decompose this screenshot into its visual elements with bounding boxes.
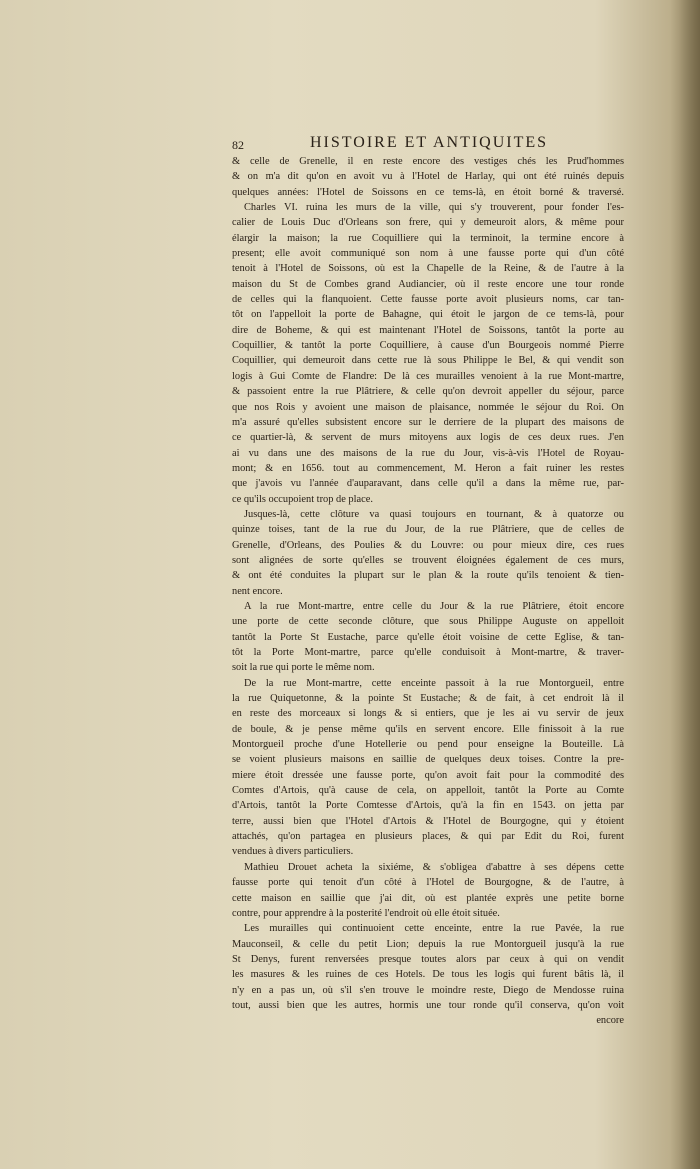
- text-line: dire de Boheme, & qui est maintenant l'Hotel de Soissons, tantôt la porte au: [232, 324, 624, 336]
- text-line: Montorgueil proche d'une Hotellerie ou pend pour enseigne la Bouteille. Là: [232, 739, 624, 751]
- text-line: & ont été conduites la plupart sur le plan & la route qu'ils tenoient & tien-: [232, 570, 624, 582]
- text-line: & celle de Grenelle, il en reste encore des vestiges chés les Prud'hommes: [232, 156, 624, 167]
- text-line: Charles VI. ruina les murs de la ville, qui s'y trouverent, pour fonder l'es-: [244, 202, 624, 214]
- text-line: calier de Louis Duc d'Orleans son frere, qui y demeuroit alors, & même pour: [232, 217, 624, 229]
- text-line: contre, pour apprendre à la posterité l'endroit où elle étoit située.: [232, 907, 500, 919]
- text-line: tôt on l'appelloit la porte de Bahagne, qui étoit le jargon de ce tems-là, pour: [232, 309, 624, 321]
- text-line: se voient plusieurs maisons en saillie de quelques deux toises. Contre la pre-: [232, 754, 624, 766]
- text-line: Les murailles qui continuoient cette enceinte, entre la rue Pavée, la rue: [244, 923, 624, 935]
- text-line: tôt la Porte Mont-martre, parce qu'elle conduisoit à Mont-martre, & traver-: [232, 647, 624, 658]
- text-line: & passoient entre la rue Plâtriere, & celle qu'on devroit appeller du séjour, parce: [232, 386, 624, 398]
- text-line: que j'avois vu l'année d'auparavant, dans celle qu'il a dans la même rue, par-: [232, 478, 624, 490]
- text-line: d'Artois, tantôt la Porte Comtesse d'Artois, qu'à la fin en 1543. on jetta par: [232, 800, 624, 812]
- text-line: miere étoit dressée une fausse porte, qu'on avoit fait pour la commodité des: [232, 769, 624, 781]
- text-line: St Denys, furent renversées presque toutes alors par ceux à qui on vendit: [232, 953, 624, 965]
- text-line: sont alignées de sorte qu'elles se trouvent éloignées également de ces murs,: [232, 554, 624, 566]
- text-line: Grenelle, d'Orleans, des Poulies & du Louvre: ou pour mieux dire, ces rues: [232, 539, 624, 551]
- text-line: une porte de cette seconde clôture, que sous Philippe Auguste on appelloit: [232, 616, 624, 628]
- text-line: les masures & les ruines de ces Hotels. De tous les logis qui furent bâtis là, il: [232, 969, 624, 981]
- text-line: attachés, qu'on partagea en plusieurs places, & qui par Edit du Roi, furent: [232, 831, 624, 843]
- text-line: ce qu'ils occupoient trop de place.: [232, 493, 373, 505]
- text-line: Jusques-là, cette clôture va quasi toujours en tournant, & à quatorze ou: [244, 508, 624, 520]
- running-title: HISTOIRE ET ANTIQUITES: [310, 134, 549, 151]
- text-line: Coquillier, & tantôt la porte Coquilliere, à cause d'un Bourgeois nommé Pierre: [232, 340, 624, 352]
- text-line: vendues à divers particuliers.: [232, 846, 354, 858]
- text-line: de celles qui la flanquoient. Cette fausse porte avoit plusieurs noms, car tan-: [232, 294, 624, 306]
- text-line: de boule, & je pense même qu'ils en servent encore. Elle finissoit à la rue: [232, 723, 624, 735]
- text-line: terre, aussi bien que l'Hotel d'Artois & l'Hotel de Bourgogne, qui y étoient: [232, 815, 624, 827]
- text-line: quelques années: l'Hotel de Soissons en ce tems-là, en étoit borné & traversé.: [232, 186, 624, 198]
- text-line: n'y en a pas un, où s'il s'en trouve le moindre reste, Diego de Mendosse ruina: [232, 984, 624, 996]
- text-line: present; elle avoit communiqué son nom à une fausse porte qui d'un côté: [232, 248, 624, 260]
- text-line: fausse porte qui tenoit d'un côté à l'Hotel de Bourgogne, & de l'autre, à: [232, 877, 624, 889]
- text-line: A la rue Mont-martre, entre celle du Jour & la rue Plâtriere, étoit encore: [244, 600, 624, 612]
- text-line: & on m'a dit qu'on en avoit vu à l'Hotel de Harlay, qui ont été ruinés depuis: [232, 171, 624, 183]
- text-line: Comtes d'Artois, qu'à cause de cela, on appelloit, tantôt la Porte au Comte: [232, 785, 624, 797]
- page-header: [232, 134, 632, 156]
- page-gutter-shadow: [670, 0, 700, 1169]
- text-line: ai vu dans une des maisons de la rue du Jour, vis-à-vis l'Hotel de Royau-: [232, 447, 624, 459]
- text-line: Coquillier, qui demeuroit dans cette rue là sous Philippe le Bel, & qui vendit son: [232, 355, 624, 367]
- text-line: tantôt la Porte St Eustache, parce qu'elle étoit voisine de cette Eglise, & tan-: [232, 631, 624, 643]
- text-line: encore: [596, 1015, 624, 1027]
- text-line: en reste des morceaux si longs & si entiers, que je les ai vu servir de jeux: [232, 708, 624, 720]
- body-text: [232, 154, 624, 1029]
- text-line: que nos Rois y avoient une maison de plaisance, nommée le séjour du Roi. On: [232, 401, 624, 413]
- text-line: m'a assuré qu'elles subsistent encore sur le derriere de la plupart des maisons de: [232, 416, 624, 428]
- text-line: De la rue Mont-martre, cette enceinte passoit à la rue Montorgueil, entre: [244, 677, 624, 689]
- text-line: cette maison en saillie que j'ai dit, où est plantée exprès une petite borne: [232, 892, 624, 904]
- text-line: logis à Gui Comte de Flandre: De là ces murailles venoient à la rue Mont-martre,: [232, 370, 624, 382]
- text-line: quinze toises, tant de la rue du Jour, de la rue Plâtriere, que de celles de: [232, 524, 624, 536]
- text-line: mont; & en 1656. tout au commencement, M. Heron a fait ruiner les restes: [232, 462, 624, 474]
- text-line: maison du St de Combes grand Audiancier, où il reste encore une tour ronde: [232, 278, 624, 290]
- text-line: tout, aussi bien que les autres, hormis une tour ronde qu'il conserva, qu'on voit: [232, 999, 624, 1011]
- text-line: ce quartier-là, & servent de murs mitoyens aux logis de ces deux rues. J'en: [232, 432, 624, 444]
- text-line: soit la rue qui porte le même nom.: [232, 662, 375, 674]
- text-line: la rue Quiquetonne, & la pointe St Eustache; & de fait, à cet endroit là il: [232, 693, 624, 705]
- page-number: 82: [232, 138, 244, 152]
- text-line: tenoit à l'Hotel de Soissons, où est la Chapelle de la Reine, & de l'autre à la: [232, 263, 624, 275]
- text-line: nent encore.: [232, 585, 283, 597]
- text-line: Mauconseil, & celle du petit Lion; depuis la rue Montorgueil jusqu'à la rue: [232, 938, 624, 950]
- text-line: Mathieu Drouet acheta la sixiéme, & s'obligea d'abattre à ses dépens cette: [244, 861, 624, 873]
- text-line: élargir la maison; la rue Coquilliere qui la terminoit, la termine encore à: [232, 232, 624, 244]
